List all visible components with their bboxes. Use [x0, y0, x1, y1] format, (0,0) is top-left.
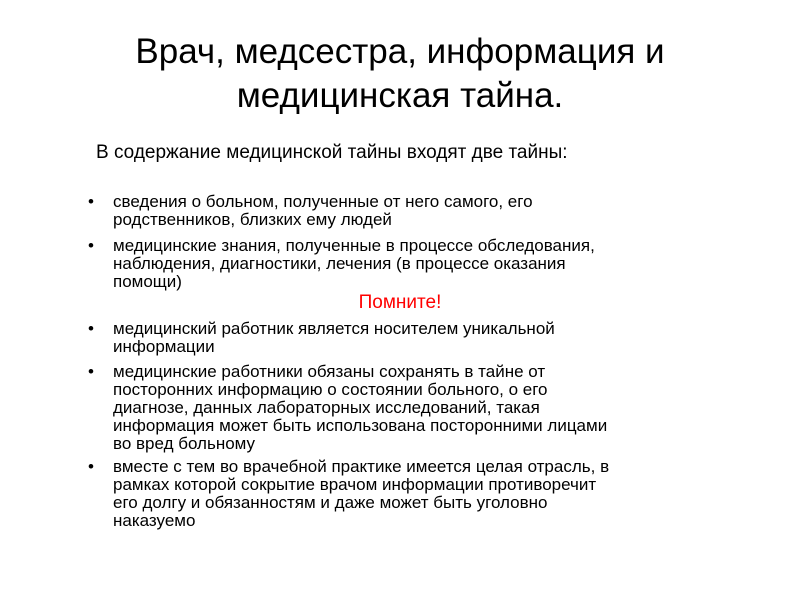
list-item-confidentiality-duty: [88, 363, 748, 453]
list-item-line: посторонних информацию о состоянии больного, о его: [113, 380, 548, 399]
list-item-line: во вред больному: [113, 434, 256, 453]
list-item-line: медицинские знания, полученные в процессе обследования,: [113, 236, 595, 255]
list-item-line: рамках которой сокрытие врачом информации противоречит: [113, 475, 597, 494]
list-item-line: информация может быть использована посторонними лицами: [113, 416, 608, 435]
list-item-disclosure-exception: [88, 458, 748, 530]
bullet-icon: •: [88, 319, 94, 338]
list-item-line: информации: [113, 337, 215, 356]
list-item-line: медицинский работник является носителем уникальной: [113, 319, 555, 338]
list-item-line: медицинские работники обязаны сохранять в тайне от: [113, 362, 546, 381]
list-item-line: вместе с тем во врачебной практике имеется целая отрасль, в: [113, 457, 610, 476]
remember-callout: Помните!: [358, 292, 442, 313]
list-item-line: родственников, близких ему людей: [113, 210, 392, 229]
list-item-text: [113, 458, 748, 530]
list-item-unique-info-carrier: [88, 320, 748, 356]
slide-title: [40, 30, 760, 118]
bullet-icon: •: [88, 192, 94, 211]
list-item-text: [113, 320, 748, 356]
list-item-line: диагнозе, данных лабораторных исследований, такая: [113, 398, 540, 417]
list-item-line: помощи): [113, 272, 182, 291]
bullet-icon: •: [88, 457, 94, 476]
list-item-text: [113, 237, 748, 291]
slide-title-line-1: Врач, медсестра, информация и: [135, 32, 665, 71]
list-item-line: его долгу и обязанностям и даже может быть уголовно: [113, 493, 548, 512]
list-item-medical-knowledge: [88, 237, 748, 291]
list-item-line: наблюдения, диагностики, лечения (в процессе оказания: [113, 254, 566, 273]
intro-text: В содержание медицинской тайны входят две тайны:: [96, 142, 568, 163]
list-item-line: наказуемо: [113, 511, 196, 530]
list-item-line: сведения о больном, полученные от него самого, его: [113, 192, 533, 211]
list-item-text: [113, 193, 748, 229]
list-item-patient-info: [88, 193, 748, 229]
bullet-icon: •: [88, 236, 94, 255]
list-item-text: [113, 363, 748, 453]
slide-title-line-2: медицинская тайна.: [236, 76, 564, 115]
bullet-icon: •: [88, 362, 94, 381]
